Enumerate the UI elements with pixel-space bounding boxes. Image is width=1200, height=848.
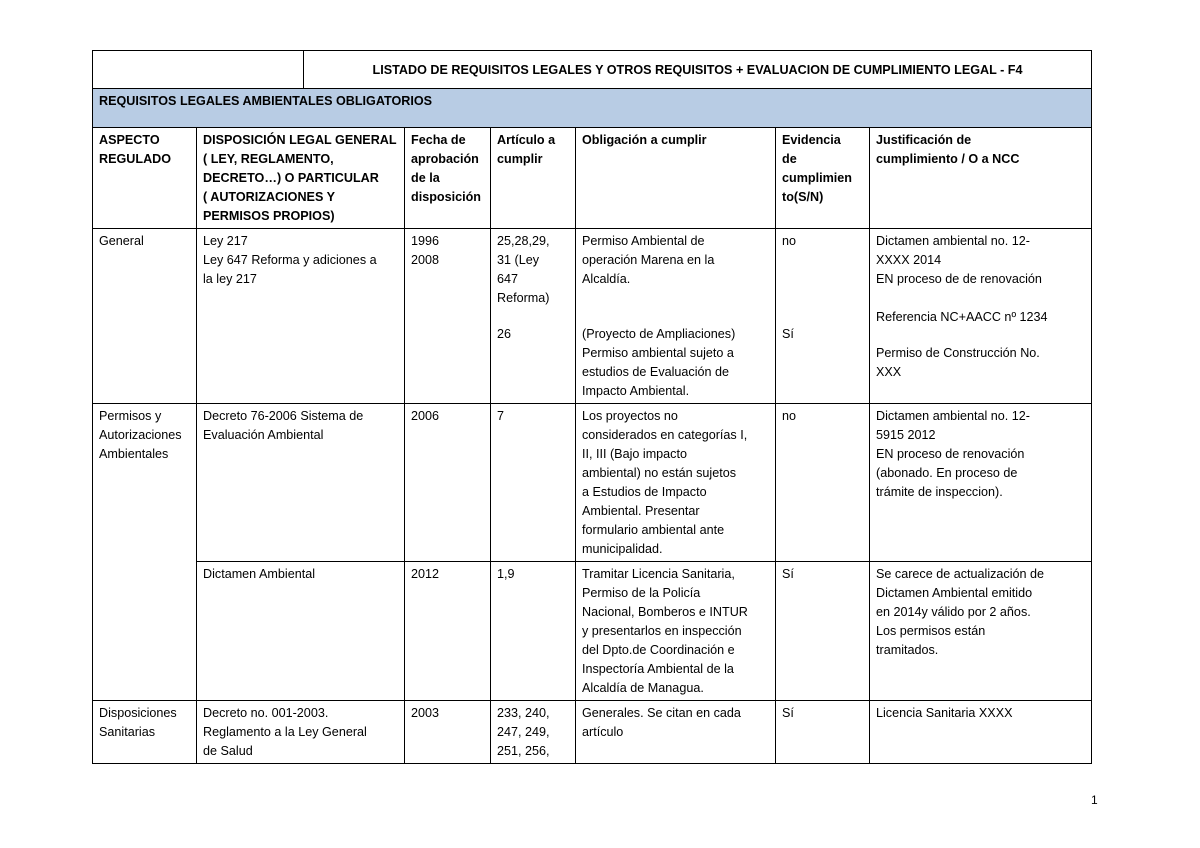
- text-line: cumplimiento / O a NCC: [876, 152, 1020, 166]
- text-line: Permiso de la Policía: [582, 586, 701, 600]
- text-line: de: [782, 152, 797, 166]
- header-aspecto: [93, 128, 197, 229]
- cell-fecha: [405, 701, 491, 764]
- cell-obligacion: [576, 404, 776, 562]
- text-line: Alcaldía.: [582, 272, 631, 286]
- text-line: Dictamen ambiental no. 12-: [876, 409, 1031, 423]
- text-line: Decreto no. 001-2003.: [203, 706, 329, 720]
- text-line: to(S/N): [782, 190, 824, 204]
- evidencia-block-b: [782, 325, 863, 344]
- text-line: Evidencia: [782, 133, 841, 147]
- text-line: estudios de Evaluación de: [582, 365, 730, 379]
- text-line: Referencia NC+AACC nº 1234: [876, 310, 1048, 324]
- page-number: 1: [1091, 793, 1098, 807]
- text-line: REGULADO: [99, 152, 172, 166]
- cell-obligacion: [576, 701, 776, 764]
- text-line: II, III (Bajo impacto: [582, 447, 687, 461]
- obligacion-block-b: [582, 325, 769, 401]
- cell-articulo: [491, 562, 576, 701]
- text-line: no: [782, 234, 797, 248]
- text-line: Tramitar Licencia Sanitaria,: [582, 567, 735, 581]
- text-line: formulario ambiental ante: [582, 523, 725, 537]
- cell-articulo: [491, 404, 576, 562]
- cell-justificacion: [870, 701, 1092, 764]
- text-line: 247, 249,: [497, 725, 550, 739]
- text-line: Autorizaciones: [99, 428, 182, 442]
- text-line: EN proceso de de renovación: [876, 272, 1042, 286]
- text-line: 251, 256,: [497, 744, 550, 758]
- text-line: XXXX 2014: [876, 253, 942, 267]
- header-obligacion: [576, 128, 776, 229]
- text-line: XXX: [876, 365, 902, 379]
- text-line: EN proceso de renovación: [876, 447, 1025, 461]
- table-row-permisos: [93, 404, 1092, 562]
- text-line: ambiental) no están sujetos: [582, 466, 737, 480]
- text-line: 2006: [411, 409, 440, 423]
- header-justificacion: [870, 128, 1092, 229]
- title-blank-cell: [93, 51, 304, 89]
- text-line: 233, 240,: [497, 706, 550, 720]
- text-line: Licencia Sanitaria XXXX: [876, 706, 1013, 720]
- text-line: de Salud: [203, 744, 253, 758]
- cell-justificacion: [870, 562, 1092, 701]
- cell-evidencia: [776, 562, 870, 701]
- header-fecha: [405, 128, 491, 229]
- text-line: Decreto 76-2006 Sistema de: [203, 409, 364, 423]
- text-line: ASPECTO: [99, 133, 160, 147]
- text-line: operación Marena en la: [582, 253, 715, 267]
- text-line: Reforma): [497, 291, 550, 305]
- text-line: 7: [497, 409, 505, 423]
- text-line: Artículo a: [497, 133, 556, 147]
- text-line: 26: [497, 327, 512, 341]
- text-line: ( LEY, REGLAMENTO,: [203, 152, 334, 166]
- text-line: Reglamento a la Ley General: [203, 725, 367, 739]
- table-row-dictamen: [93, 562, 1092, 701]
- text-line: aprobación: [411, 152, 479, 166]
- cell-evidencia: [776, 229, 870, 404]
- text-line: 5915 2012: [876, 428, 936, 442]
- cell-aspecto: [93, 701, 197, 764]
- header-evidencia: [776, 128, 870, 229]
- header-disposicion: [197, 128, 405, 229]
- text-line: disposición: [411, 190, 481, 204]
- obligacion-block-a: [582, 232, 769, 289]
- section-row: [93, 89, 1092, 128]
- text-line: (Proyecto de Ampliaciones): [582, 327, 736, 341]
- cell-fecha: [405, 404, 491, 562]
- text-line: artículo: [582, 725, 624, 739]
- text-line: Dictamen Ambiental emitido: [876, 586, 1033, 600]
- evidencia-block-a: [782, 232, 863, 251]
- text-line: Permiso de Construcción No.: [876, 346, 1040, 360]
- text-line: Justificación de: [876, 133, 972, 147]
- text-line: Ambientales: [99, 447, 169, 461]
- header-row: [93, 128, 1092, 229]
- cell-obligacion: [576, 229, 776, 404]
- text-line: 1,9: [497, 567, 515, 581]
- text-line: Generales. Se citan en cada: [582, 706, 741, 720]
- text-line: del Dpto.de Coordinación e: [582, 643, 735, 657]
- text-line: considerados en categorías I,: [582, 428, 748, 442]
- text-line: PERMISOS PROPIOS): [203, 209, 335, 223]
- text-line: Impacto Ambiental.: [582, 384, 690, 398]
- text-line: municipalidad.: [582, 542, 663, 556]
- text-line: DECRETO…) O PARTICULAR: [203, 171, 379, 185]
- text-line: Inspectoría Ambiental de la: [582, 662, 734, 676]
- text-line: Se carece de actualización de: [876, 567, 1045, 581]
- text-line: Dictamen Ambiental: [203, 567, 315, 581]
- text-line: 25,28,29,: [497, 234, 550, 248]
- cell-disposicion: [197, 229, 405, 404]
- text-line: Disposiciones: [99, 706, 177, 720]
- text-line: y presentarlos en inspección: [582, 624, 742, 638]
- text-line: cumplimien: [782, 171, 852, 185]
- cell-obligacion: [576, 562, 776, 701]
- cell-articulo: [491, 229, 576, 404]
- section-title: REQUISITOS LEGALES AMBIENTALES OBLIGATORIOS: [93, 89, 1092, 128]
- text-line: Los permisos están: [876, 624, 986, 638]
- text-line: a Estudios de Impacto: [582, 485, 707, 499]
- title-row: [93, 51, 1092, 89]
- text-line: 647: [497, 272, 519, 286]
- text-line: Permisos y: [99, 409, 162, 423]
- justificacion-block-a: [876, 232, 1085, 289]
- text-line: Los proyectos no: [582, 409, 678, 423]
- text-line: Ley 217: [203, 234, 248, 248]
- text-line: (abonado. En proceso de: [876, 466, 1018, 480]
- text-line: Fecha de: [411, 133, 466, 147]
- text-line: Sí: [782, 567, 794, 581]
- cell-disposicion: [197, 562, 405, 701]
- cell-justificacion: [870, 229, 1092, 404]
- text-line: Obligación a cumplir: [582, 133, 707, 147]
- text-line: tramitados.: [876, 643, 939, 657]
- text-line: Permiso ambiental sujeto a: [582, 346, 734, 360]
- text-line: Dictamen ambiental no. 12-: [876, 234, 1031, 248]
- text-line: Permiso Ambiental de: [582, 234, 705, 248]
- text-line: ( AUTORIZACIONES Y: [203, 190, 336, 204]
- text-line: DISPOSICIÓN LEGAL GENERAL: [203, 133, 397, 147]
- text-line: de la: [411, 171, 440, 185]
- text-line: 2012: [411, 567, 440, 581]
- cell-evidencia: [776, 701, 870, 764]
- header-articulo: [491, 128, 576, 229]
- cell-aspecto: [93, 229, 197, 404]
- text-line: Evaluación Ambiental: [203, 428, 324, 442]
- text-line: Ley 647 Reforma y adiciones a: [203, 253, 377, 267]
- text-line: Alcaldía de Managua.: [582, 681, 704, 695]
- text-line: trámite de inspeccion).: [876, 485, 1003, 499]
- text-line: Sí: [782, 327, 794, 341]
- text-line: no: [782, 409, 797, 423]
- text-line: en 2014y válido por 2 años.: [876, 605, 1031, 619]
- articulo-block-b: [497, 325, 569, 344]
- justificacion-reference: [876, 308, 1085, 327]
- table-row-sanitarias: [93, 701, 1092, 764]
- text-line: 2008: [411, 253, 440, 267]
- requirements-table: [92, 50, 1092, 764]
- table-row-general: [93, 229, 1092, 404]
- cell-fecha: [405, 229, 491, 404]
- text-line: 1996: [411, 234, 440, 248]
- justificacion-block-b: [876, 344, 1085, 382]
- cell-aspecto: [93, 404, 197, 701]
- cell-articulo: [491, 701, 576, 764]
- text-line: 31 (Ley: [497, 253, 540, 267]
- cell-disposicion: [197, 701, 405, 764]
- cell-justificacion: [870, 404, 1092, 562]
- text-line: General: [99, 234, 144, 248]
- text-line: 2003: [411, 706, 440, 720]
- cell-disposicion: [197, 404, 405, 562]
- text-line: Sí: [782, 706, 794, 720]
- cell-evidencia: [776, 404, 870, 562]
- text-line: la ley 217: [203, 272, 257, 286]
- document-title: LISTADO DE REQUISITOS LEGALES Y OTROS REQUISITOS + EVALUACION DE CUMPLIMIENTO LEGAL - F4: [304, 51, 1092, 89]
- text-line: cumplir: [497, 152, 543, 166]
- articulo-block-a: [497, 232, 569, 308]
- cell-fecha: [405, 562, 491, 701]
- text-line: Ambiental. Presentar: [582, 504, 700, 518]
- text-line: Nacional, Bomberos e INTUR: [582, 605, 748, 619]
- text-line: Sanitarias: [99, 725, 156, 739]
